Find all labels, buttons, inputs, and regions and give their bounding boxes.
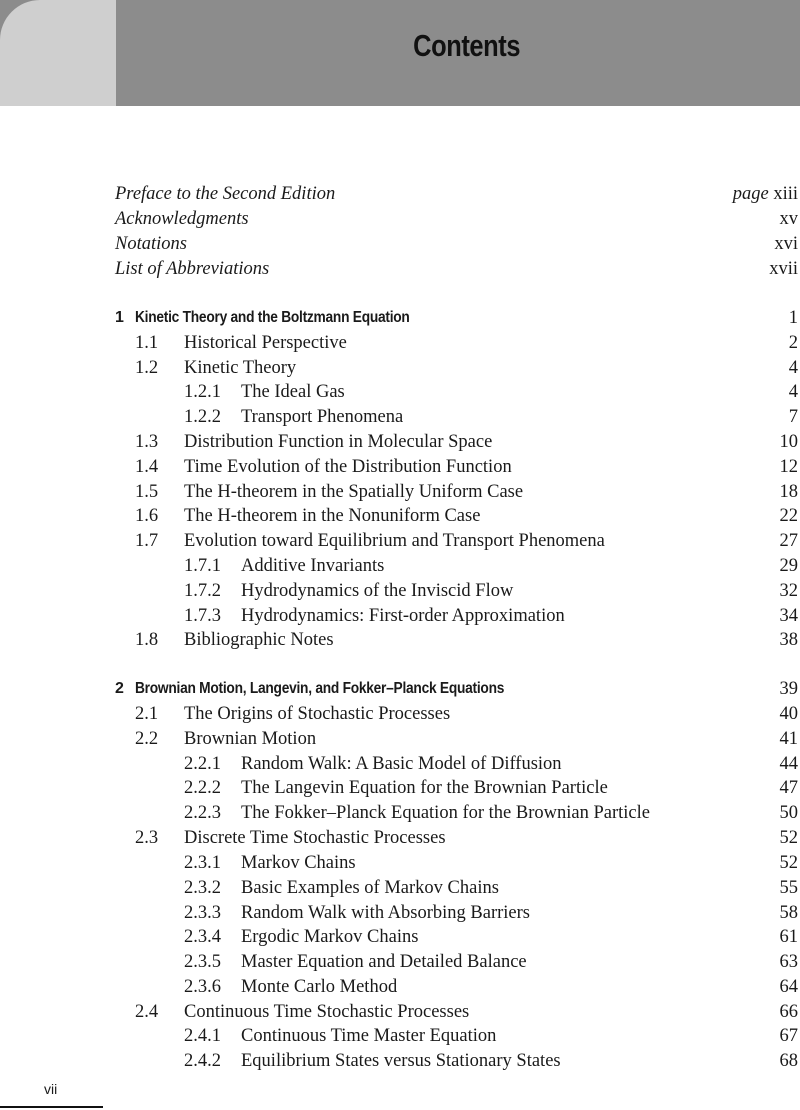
toc-subsection[interactable] <box>0 975 800 999</box>
subsection-page: 58 <box>779 903 798 923</box>
subsection-number: 1.7.2 <box>184 581 221 601</box>
toc-subsection[interactable] <box>0 1049 800 1073</box>
toc-subsection[interactable] <box>0 950 800 974</box>
header-tab <box>0 0 116 106</box>
toc-section[interactable] <box>0 455 800 479</box>
subsection-page: 50 <box>779 803 798 823</box>
subsection-title: Random Walk with Absorbing Barriers <box>241 903 530 923</box>
section-page: 40 <box>779 704 798 724</box>
subsection-title: Continuous Time Master Equation <box>241 1026 497 1046</box>
toc-section[interactable] <box>0 504 800 528</box>
subsection-title: Ergodic Markov Chains <box>241 927 419 947</box>
section-page: 2 <box>788 333 798 353</box>
toc-section[interactable] <box>0 1000 800 1024</box>
subsection-page: 61 <box>779 927 798 947</box>
subsection-page: 63 <box>779 952 798 972</box>
toc-subsection[interactable] <box>0 380 800 404</box>
toc-entry-page: xvii <box>769 259 798 279</box>
subsection-title: Random Walk: A Basic Model of Diffusion <box>241 754 562 774</box>
toc-section[interactable] <box>0 356 800 380</box>
subsection-page: 7 <box>788 407 798 427</box>
section-title: Time Evolution of the Distribution Function <box>184 457 512 477</box>
subsection-page: 52 <box>779 853 798 873</box>
toc-section[interactable] <box>0 727 800 751</box>
subsection-number: 1.2.1 <box>184 382 221 402</box>
section-number: 1.2 <box>135 358 159 378</box>
subsection-page: 68 <box>779 1051 798 1071</box>
toc-entry-front-matter[interactable] <box>0 232 800 256</box>
section-number: 2.4 <box>135 1002 159 1022</box>
section-title: Kinetic Theory <box>184 358 297 378</box>
section-page: 66 <box>779 1002 798 1022</box>
subsection-page: 55 <box>779 878 798 898</box>
subsection-title: Master Equation and Detailed Balance <box>241 952 527 972</box>
section-number: 2.2 <box>135 729 159 749</box>
subsection-title: Basic Examples of Markov Chains <box>241 878 499 898</box>
subsection-number: 1.7.1 <box>184 556 221 576</box>
chapter-page: 39 <box>779 679 798 699</box>
subsection-title: Monte Carlo Method <box>241 977 398 997</box>
toc-section[interactable] <box>0 529 800 553</box>
subsection-page: 32 <box>779 581 798 601</box>
subsection-title: The Ideal Gas <box>241 382 345 402</box>
section-title: Brownian Motion <box>184 729 317 749</box>
toc-section[interactable] <box>0 628 800 652</box>
subsection-page: 4 <box>788 382 798 402</box>
toc-section[interactable] <box>0 430 800 454</box>
section-title: The H-theorem in the Nonuniform Case <box>184 506 481 526</box>
section-page: 18 <box>779 482 798 502</box>
section-number: 1.3 <box>135 432 159 452</box>
section-title: Evolution toward Equilibrium and Transport Phenomena <box>184 531 605 551</box>
section-page: 27 <box>779 531 798 551</box>
section-title: Continuous Time Stochastic Processes <box>184 1002 470 1022</box>
section-title: Distribution Function in Molecular Space <box>184 432 493 452</box>
toc-section[interactable] <box>0 826 800 850</box>
section-page: 52 <box>779 828 798 848</box>
section-title: The Origins of Stochastic Processes <box>184 704 451 724</box>
section-number: 1.1 <box>135 333 159 353</box>
toc-entry-title: Preface to the Second Edition <box>115 184 336 204</box>
section-number: 2.1 <box>135 704 159 724</box>
subsection-number: 2.3.6 <box>184 977 221 997</box>
subsection-title: Hydrodynamics of the Inviscid Flow <box>241 581 514 601</box>
subsection-title: The Fokker–Planck Equation for the Brownian Particle <box>241 803 650 823</box>
toc-subsection[interactable] <box>0 405 800 429</box>
section-page: 10 <box>779 432 798 452</box>
toc-subsection[interactable] <box>0 801 800 825</box>
page-title: Contents <box>413 28 521 63</box>
subsection-number: 1.7.3 <box>184 606 221 626</box>
toc-entry-front-matter[interactable] <box>0 207 800 231</box>
section-page: 22 <box>779 506 798 526</box>
subsection-title: Additive Invariants <box>241 556 385 576</box>
subsection-number: 2.2.2 <box>184 778 221 798</box>
section-page: 12 <box>779 457 798 477</box>
toc-entry-title: List of Abbreviations <box>115 259 270 279</box>
folio-rule <box>0 1106 103 1108</box>
subsection-page: 44 <box>779 754 798 774</box>
section-title: The H-theorem in the Spatially Uniform Case <box>184 482 524 502</box>
toc-subsection[interactable] <box>0 579 800 603</box>
section-number: 1.6 <box>135 506 159 526</box>
toc-section[interactable] <box>0 480 800 504</box>
section-page: 4 <box>788 358 798 378</box>
toc-subsection[interactable] <box>0 925 800 949</box>
chapter-title: Brownian Motion, Langevin, and Fokker–Planck Equations <box>135 680 505 697</box>
subsection-number: 2.3.2 <box>184 878 221 898</box>
subsection-title: Transport Phenomena <box>241 407 404 427</box>
toc-chapter-1[interactable] <box>0 306 800 330</box>
toc-entry-title: Acknowledgments <box>115 209 249 229</box>
subsection-title: The Langevin Equation for the Brownian Particle <box>241 778 608 798</box>
chapter-page: 1 <box>788 308 798 328</box>
toc-subsection[interactable] <box>0 1024 800 1048</box>
section-page: 41 <box>779 729 798 749</box>
subsection-page: 67 <box>779 1026 798 1046</box>
toc-entry-front-matter[interactable] <box>0 257 800 281</box>
toc-subsection[interactable] <box>0 876 800 900</box>
section-title: Bibliographic Notes <box>184 630 334 650</box>
subsection-title: Equilibrium States versus Stationary States <box>241 1051 561 1071</box>
subsection-number: 2.2.3 <box>184 803 221 823</box>
subsection-number: 2.4.2 <box>184 1051 221 1071</box>
toc-entry-title: Notations <box>115 234 187 254</box>
subsection-number: 2.3.4 <box>184 927 221 947</box>
toc-entry-page <box>733 182 798 206</box>
toc-subsection[interactable] <box>0 752 800 776</box>
section-number: 1.4 <box>135 457 159 477</box>
subsection-title: Hydrodynamics: First-order Approximation <box>241 606 565 626</box>
toc-subsection[interactable] <box>0 604 800 628</box>
chapter-number: 2 <box>115 680 124 697</box>
toc-entry-front-matter[interactable] <box>0 182 800 206</box>
toc-section[interactable] <box>0 702 800 726</box>
section-title: Historical Perspective <box>184 333 347 353</box>
chapter-number: 1 <box>115 309 124 326</box>
toc-section[interactable] <box>0 331 800 355</box>
section-number: 1.5 <box>135 482 159 502</box>
toc-subsection[interactable] <box>0 901 800 925</box>
page-folio: vii <box>44 1081 58 1097</box>
subsection-number: 2.3.5 <box>184 952 221 972</box>
subsection-number: 2.3.3 <box>184 903 221 923</box>
toc-subsection[interactable] <box>0 776 800 800</box>
page-prefix: page <box>732 184 769 204</box>
toc-entry-page: xv <box>779 209 798 229</box>
subsection-page: 64 <box>779 977 798 997</box>
chapter-title: Kinetic Theory and the Boltzmann Equation <box>135 309 410 326</box>
subsection-number: 2.4.1 <box>184 1026 221 1046</box>
subsection-page: 29 <box>779 556 798 576</box>
page-number: xiii <box>773 184 798 204</box>
subsection-number: 2.2.1 <box>184 754 221 774</box>
subsection-page: 34 <box>779 606 798 626</box>
toc-chapter-2[interactable] <box>0 677 800 701</box>
subsection-number: 1.2.2 <box>184 407 221 427</box>
section-title: Discrete Time Stochastic Processes <box>184 828 446 848</box>
subsection-title: Markov Chains <box>241 853 356 873</box>
toc-subsection[interactable] <box>0 851 800 875</box>
toc-subsection[interactable] <box>0 554 800 578</box>
section-number: 1.8 <box>135 630 159 650</box>
section-number: 1.7 <box>135 531 159 551</box>
section-page: 38 <box>779 630 798 650</box>
toc-entry-page: xvi <box>774 234 798 254</box>
subsection-number: 2.3.1 <box>184 853 221 873</box>
section-number: 2.3 <box>135 828 159 848</box>
subsection-page: 47 <box>779 778 798 798</box>
